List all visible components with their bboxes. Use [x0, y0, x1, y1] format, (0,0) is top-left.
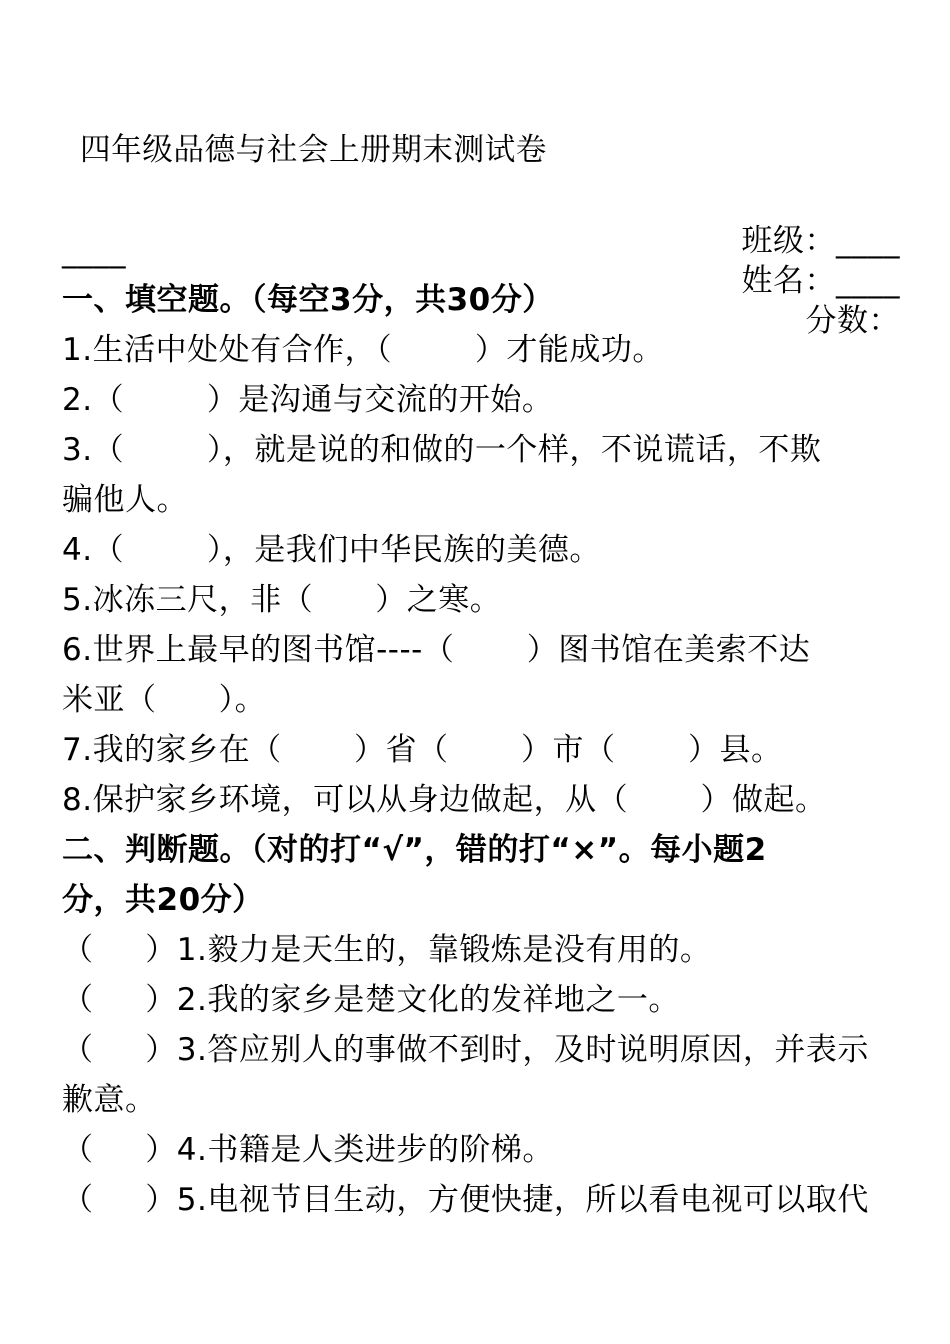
- question-line: 骗他人。: [62, 482, 188, 518]
- question-line: 歉意。: [62, 1082, 157, 1118]
- name-field: 姓名：____: [741, 263, 900, 299]
- question-line: （ ）4.书籍是人类进步的阶梯。: [62, 1132, 554, 1168]
- section-fill-in-heading: 一、填空题。（每空3分，共30分）: [62, 282, 554, 318]
- section-true-false-heading-cont: 分，共20分）: [62, 882, 264, 918]
- question-line: （ ）2.我的家乡是楚文化的发祥地之一。: [62, 982, 680, 1018]
- section-true-false-heading: 二、判断题。（对的打“√”，错的打“×”。每小题2: [62, 832, 767, 868]
- score-field: 分数：: [805, 303, 900, 339]
- question-line: 6.世界上最早的图书馆----（ ）图书馆在美索不达: [62, 632, 811, 668]
- question-line: 3.（ ），就是说的和做的一个样，不说谎话，不欺: [62, 432, 822, 468]
- score-blank: ____: [62, 233, 126, 269]
- question-line: （ ）5.电视节目生动，方便快捷，所以看电视可以取代: [62, 1182, 869, 1218]
- exam-title: 四年级品德与社会上册期末测试卷: [80, 132, 547, 168]
- class-field: 班级：____: [741, 223, 900, 259]
- question-line: 8.保护家乡环境，可以从身边做起，从（ ）做起。: [62, 782, 827, 818]
- question-line: 7.我的家乡在（ ）省（ ）市（ ）县。: [62, 732, 783, 768]
- question-line: 2.（ ）是沟通与交流的开始。: [62, 382, 554, 418]
- question-line: 4.（ ），是我们中华民族的美德。: [62, 532, 601, 568]
- question-line: 5.冰冻三尺，非（ ）之寒。: [62, 582, 502, 618]
- question-line: （ ）3.答应别人的事做不到时，及时说明原因，并表示: [62, 1032, 869, 1068]
- question-line: 米亚（ ）。: [62, 682, 267, 718]
- question-line: 1.生活中处处有合作，（ ）才能成功。: [62, 332, 664, 368]
- question-line: （ ）1.毅力是天生的，靠锻炼是没有用的。: [62, 932, 712, 968]
